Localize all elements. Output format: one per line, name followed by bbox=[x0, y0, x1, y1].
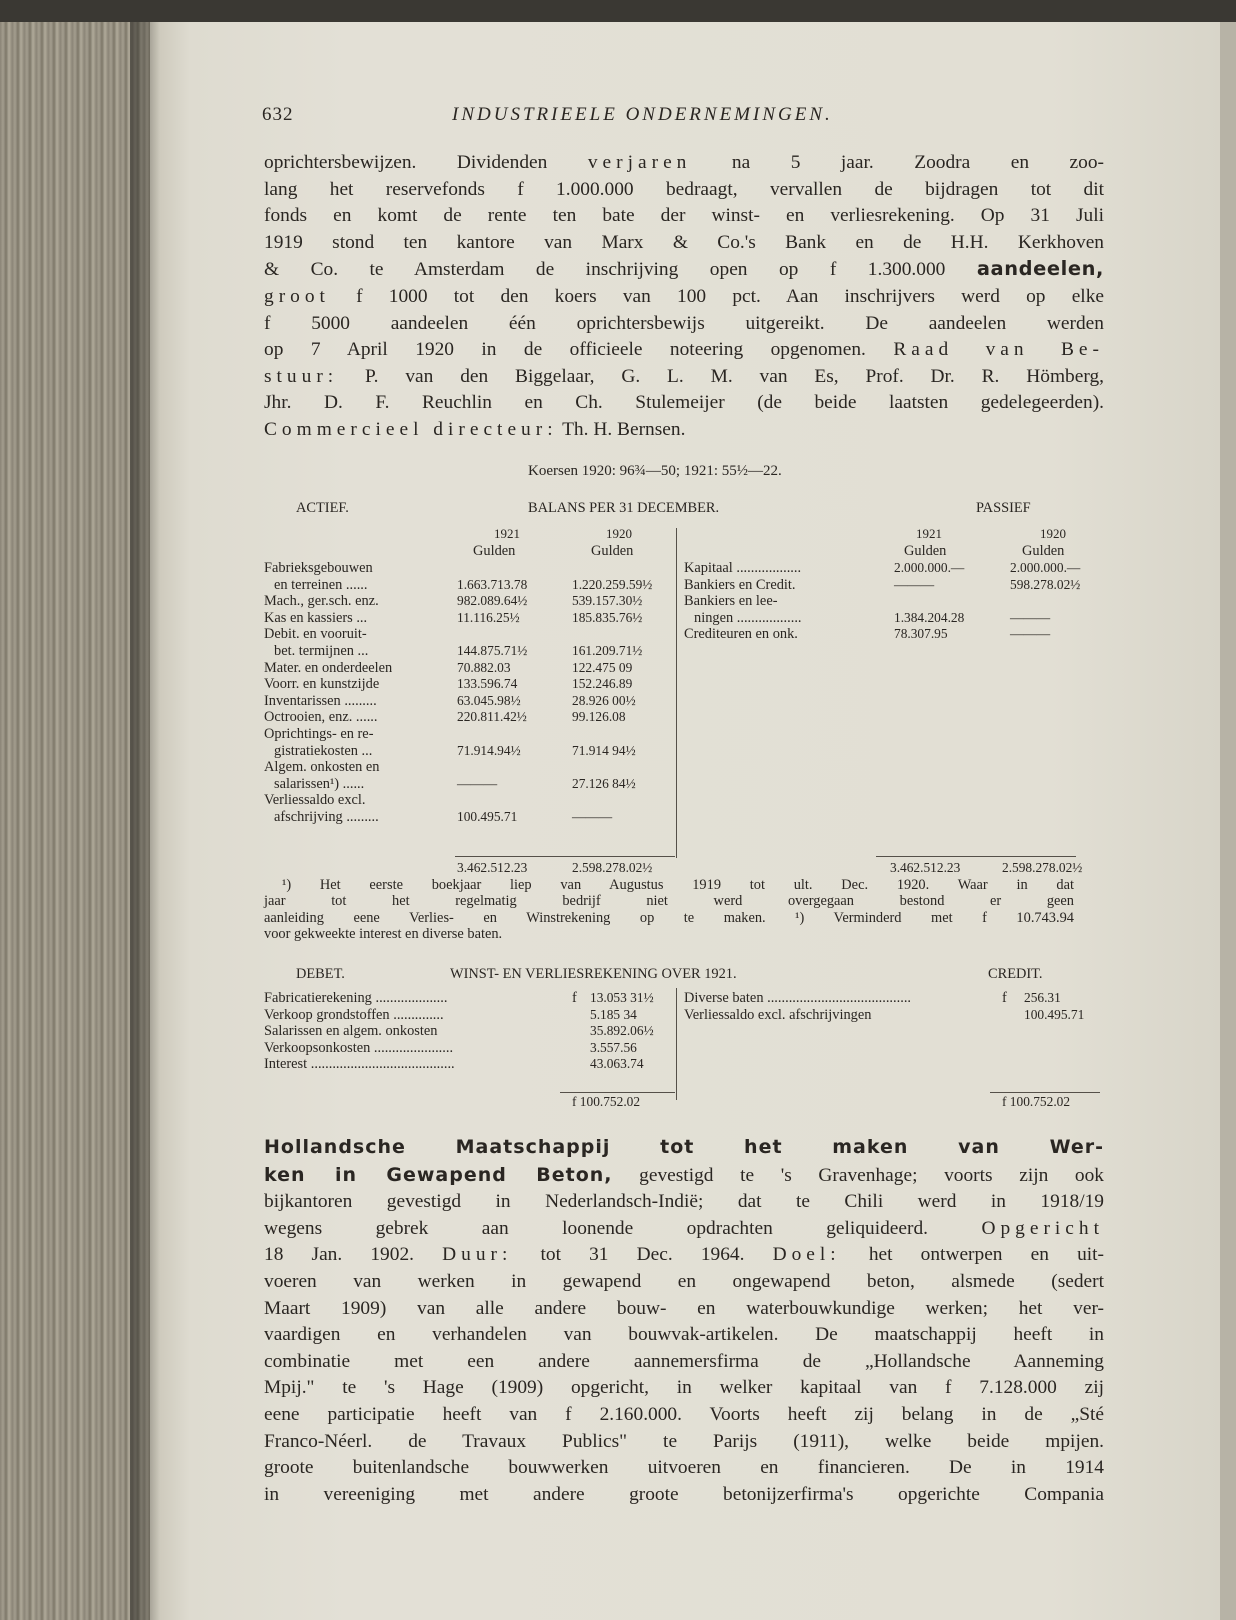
credit-label: Diverse baten ........................................ bbox=[684, 990, 912, 1006]
actief-label: Algem. onkosten en bbox=[264, 759, 380, 776]
unit-passief-1920: Gulden bbox=[1022, 543, 1065, 559]
actief-label: Voorr. en kunstzijde bbox=[264, 676, 380, 693]
actief-value-1920: ——— bbox=[572, 809, 613, 824]
balance-title: BALANS PER 31 DECEMBER. bbox=[528, 500, 720, 516]
credit-currency: f bbox=[1002, 990, 1007, 1006]
actief-value-1921: ——— bbox=[457, 775, 498, 791]
actief-label: afschrijving ......... bbox=[274, 809, 379, 825]
footnote-line: jaar tot het regelmatig bedrijf niet werd overgegaan bestond er geen bbox=[264, 893, 1074, 910]
unit-passief-1921: Gulden bbox=[904, 543, 947, 559]
year-1921-actief: 1921 bbox=[494, 526, 520, 541]
actief-value-1920: 1.220.259.59½ bbox=[572, 576, 653, 592]
actief-value-1920: 27.126 84½ bbox=[572, 775, 636, 791]
text-line: 1919 stond ten kantore van Marx & Co.'s Bank en de H.H. Kerkhoven bbox=[264, 231, 1104, 253]
passief-value-1920: ——— bbox=[1010, 609, 1051, 625]
actief-value-1920: 28.926 00½ bbox=[572, 692, 636, 708]
actief-label: Kas en kassiers ... bbox=[264, 609, 368, 626]
unit-actief-1920: Gulden bbox=[591, 543, 634, 559]
actief-value-1921: 982.089.64½ bbox=[457, 593, 528, 609]
actief-total-rule bbox=[455, 856, 675, 857]
intro-paragraph bbox=[264, 150, 1104, 444]
text-line: & Co. te Amsterdam de inschrijving open op f 1.300.000 aandeelen, bbox=[264, 257, 1104, 281]
text-line: stuur: P. van den Biggelaar, G. L. M. van Es, Prof. Dr. R. Hömberg, bbox=[264, 365, 1104, 387]
pl-left-head: DEBET. bbox=[296, 966, 345, 982]
page-number: 632 bbox=[262, 104, 294, 125]
footnote-line: ¹) Het eerste boekjaar liep van Augustus 1919 tot ult. Dec. 1920. Waar in dat bbox=[282, 877, 1074, 893]
actief-value-1921: 100.495.71 bbox=[457, 809, 518, 824]
debet-label: Fabricatierekening .................... bbox=[264, 990, 448, 1006]
actief-value-1921: 70.882.03 bbox=[457, 659, 511, 675]
passief-label: Crediteuren en onk. bbox=[684, 626, 798, 643]
actief-value-1921: 11.116.25½ bbox=[457, 609, 520, 625]
actief-total-1920: 2.598.278.02½ bbox=[572, 860, 653, 875]
text-line: combinatie met een andere aannemersfirma de „Hollandsche Aanneming bbox=[264, 1350, 1104, 1372]
passief-label: Kapitaal .................. bbox=[684, 560, 802, 576]
credit-value: 100.495.71 bbox=[1024, 1006, 1085, 1022]
passief-label: Bankiers en lee- bbox=[684, 593, 778, 610]
debet-label: Verkoop grondstoffen .............. bbox=[264, 1006, 444, 1023]
text-line: op 7 April 1920 in de officieele noteering opgenomen. Raad van Be- bbox=[264, 339, 1104, 361]
footnote bbox=[264, 877, 1074, 943]
actief-value-1921: 1.663.713.78 bbox=[457, 576, 528, 592]
text-line: groote buitenlandsche bouwwerken uitvoeren en financieren. De in 1914 bbox=[264, 1457, 1104, 1479]
debet-value: 13.053 31½ bbox=[590, 990, 654, 1005]
debet-currency: f bbox=[572, 990, 577, 1006]
actief-value-1921: 144.875.71½ bbox=[457, 643, 528, 658]
debet-label: Interest ........................................ bbox=[264, 1056, 455, 1073]
passief-value-1920: ——— bbox=[1010, 626, 1051, 642]
actief-label: Inventarissen ......... bbox=[264, 692, 377, 709]
text-line: Commercieel directeur: Th. H. Bernsen. bbox=[264, 418, 686, 440]
actief-value-1920: 99.126.08 bbox=[572, 709, 626, 725]
balance-right-head: PASSIEF bbox=[976, 500, 1031, 516]
running-title: INDUSTRIEELE ONDERNEMINGEN. bbox=[452, 104, 833, 125]
actief-label: en terreinen ...... bbox=[274, 576, 368, 593]
actief-label: Fabrieksgebouwen bbox=[264, 560, 373, 576]
text-line: ken in Gewapend Beton, gevestigd te 's Gravenhage; voorts zijn ook bbox=[264, 1163, 1105, 1186]
scan-top-border bbox=[0, 0, 1236, 22]
text-line: wegens gebrek aan loonende opdrachten geliquideerd. Opgericht bbox=[264, 1217, 1104, 1239]
actief-value-1920: 152.246.89 bbox=[572, 676, 633, 692]
pl-right-head: CREDIT. bbox=[988, 966, 1043, 982]
debet-total-rule bbox=[560, 1092, 675, 1093]
passief-label: Bankiers en Credit. bbox=[684, 576, 796, 593]
year-1920-actief: 1920 bbox=[606, 526, 632, 541]
actief-value-1920: 539.157.30½ bbox=[572, 593, 643, 609]
book-page-edges bbox=[0, 22, 150, 1620]
actief-label: Mach., ger.sch. enz. bbox=[264, 593, 379, 610]
passief-value-1920: 2.000.000.— bbox=[1010, 560, 1081, 575]
actief-label: Oprichtings- en re- bbox=[264, 726, 374, 742]
text-line: oprichtersbewijzen. Dividenden verjaren na 5 jaar. Zoodra en zoo- bbox=[264, 152, 1104, 173]
credit-value: 256.31 bbox=[1024, 990, 1061, 1005]
text-line: f 5000 aandeelen één oprichtersbewijs uitgereikt. De aandeelen werden bbox=[264, 312, 1104, 334]
debet-value: 3.557.56 bbox=[590, 1039, 637, 1055]
text-line: Jhr. D. F. Reuchlin en Ch. Stulemeijer (de beide laatsten gedelegeerden). bbox=[264, 392, 1104, 414]
passief-value-1921: 2.000.000.— bbox=[894, 560, 965, 575]
passief-value-1920: 598.278.02½ bbox=[1010, 576, 1081, 592]
actief-value-1921: 63.045.98½ bbox=[457, 692, 521, 708]
text-line: groot f 1000 tot den koers van 100 pct. Aan inschrijvers werd op elke bbox=[264, 285, 1104, 307]
company-entry bbox=[264, 1134, 1104, 1508]
actief-label: Debit. en vooruit- bbox=[264, 626, 367, 643]
passief-label: ningen .................. bbox=[694, 609, 802, 626]
actief-total-1921: 3.462.512.23 bbox=[457, 860, 528, 875]
passief-total-rule bbox=[876, 856, 1076, 857]
footnote-line: aanleiding eene Verlies- en Winstrekening op te maken. ¹) Verminderd met f 10.743.94 bbox=[264, 909, 1074, 926]
text-line: 18 Jan. 1902. Duur: tot 31 Dec. 1964. Doel: het ontwerpen en uit- bbox=[264, 1244, 1104, 1266]
footnote-line: voor gekweekte interest en diverse baten. bbox=[264, 926, 503, 943]
debet-value: 5.185 34 bbox=[590, 1006, 637, 1022]
credit-label: Verliessaldo excl. afschrijvingen bbox=[684, 1006, 872, 1023]
balance-left-head: ACTIEF. bbox=[296, 500, 349, 516]
passief-value-1921: ——— bbox=[894, 576, 935, 592]
credit-total-rule bbox=[990, 1092, 1100, 1093]
unit-actief-1921: Gulden bbox=[473, 543, 516, 559]
actief-value-1921: 133.596.74 bbox=[457, 676, 518, 692]
debet-label: Salarissen en algem. onkosten bbox=[264, 1023, 438, 1040]
share-prices: Koersen 1920: 96¾—50; 1921: 55½—22. bbox=[528, 463, 782, 479]
balance-divider bbox=[676, 528, 677, 858]
actief-label: salarissen¹) ...... bbox=[274, 775, 365, 792]
debet-label: Verkoopsonkosten ...................... bbox=[264, 1039, 454, 1056]
text-line: Maart 1909) van alle andere bouw- en waterbouwkundige werken; het ver- bbox=[264, 1297, 1104, 1319]
text-line: vaardigen en verhandelen van bouwvak-artikelen. De maatschappij heeft in bbox=[264, 1324, 1104, 1346]
actief-label: bet. termijnen ... bbox=[274, 643, 369, 659]
text-line: voeren van werken in gewapend en ongewapend beton, alsmede (sedert bbox=[264, 1270, 1104, 1292]
credit-total: f 100.752.02 bbox=[1002, 1094, 1071, 1109]
pl-divider bbox=[676, 988, 677, 1100]
text-line: bijkantoren gevestigd in Nederlandsch-Indië; dat te Chili werd in 1918/19 bbox=[264, 1191, 1104, 1213]
debet-value: 43.063.74 bbox=[590, 1056, 644, 1072]
actief-value-1920: 71.914 94½ bbox=[572, 742, 636, 758]
bold-term: aandeelen, bbox=[976, 257, 1104, 281]
actief-label: gistratiekosten ... bbox=[274, 742, 373, 759]
actief-label: Mater. en onderdeelen bbox=[264, 659, 393, 676]
actief-value-1921: 71.914.94½ bbox=[457, 742, 521, 758]
right-page-edge bbox=[1220, 22, 1236, 1620]
passief-value-1921: 78.307.95 bbox=[894, 626, 948, 642]
passief-total-1920: 2.598.278.02½ bbox=[1002, 860, 1083, 875]
passief-value-1921: 1.384.204.28 bbox=[894, 609, 965, 625]
actief-value-1921: 220.811.42½ bbox=[457, 709, 527, 725]
actief-value-1920: 122.475 09 bbox=[572, 659, 633, 675]
pl-title: WINST- EN VERLIESREKENING OVER 1921. bbox=[450, 966, 737, 982]
text-line: Franco-Néerl. de Travaux Publics" te Parijs (1911), welke beide mpijen. bbox=[264, 1430, 1104, 1452]
actief-label: Octrooien, enz. ...... bbox=[264, 709, 378, 726]
text-line: Mpij." te 's Hage (1909) opgericht, in welker kapitaal van f 7.128.000 zij bbox=[264, 1377, 1104, 1399]
text-line: eene participatie heeft van f 2.160.000. Voorts heeft zij belang in de „Sté bbox=[264, 1403, 1104, 1425]
passief-total-1921: 3.462.512.23 bbox=[890, 860, 961, 875]
text-line: in vereeniging met andere groote betonijzerfirma's opgerichte Compania bbox=[264, 1483, 1104, 1505]
actief-value-1920: 161.209.71½ bbox=[572, 643, 643, 658]
actief-value-1920: 185.835.76½ bbox=[572, 609, 643, 625]
year-1921-passief: 1921 bbox=[916, 526, 942, 541]
company-heading: Hollandsche Maatschappij tot het maken van Wer- bbox=[264, 1136, 1104, 1158]
debet-total: f 100.752.02 bbox=[572, 1094, 641, 1109]
text-line: fonds en komt de rente ten bate der winst- en verliesrekening. Op 31 Juli bbox=[264, 205, 1104, 227]
text-line: lang het reservefonds f 1.000.000 bedraagt, vervallen de bijdragen tot dit bbox=[264, 178, 1104, 200]
year-1920-passief: 1920 bbox=[1040, 526, 1066, 541]
actief-label: Verliessaldo excl. bbox=[264, 792, 366, 809]
debet-value: 35.892.06½ bbox=[590, 1023, 654, 1039]
binding-shadow bbox=[130, 22, 160, 1620]
